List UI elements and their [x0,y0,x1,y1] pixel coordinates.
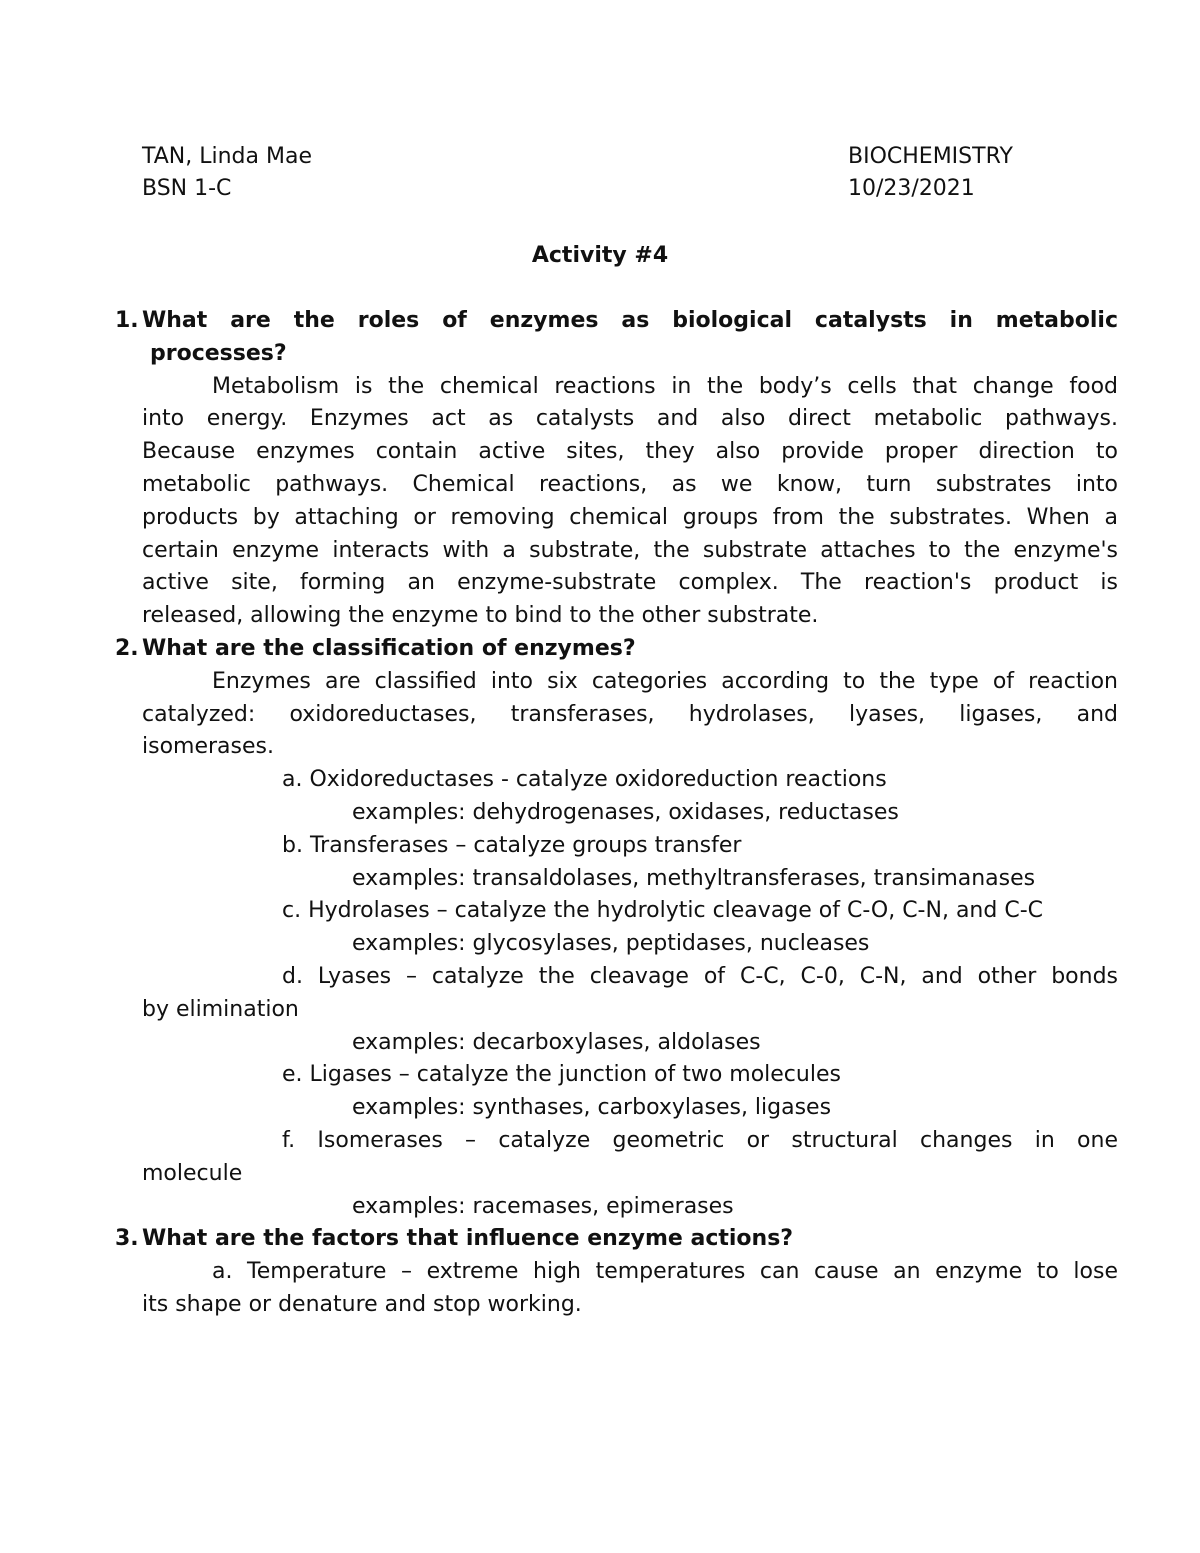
list-item: e. Ligases – catalyze the junction of two molecules [282,1062,841,1088]
list-item: c. Hydrolases – catalyze the hydrolytic cleavage of C-O, C-N, and C-C [282,898,1043,924]
list-item-examples: examples: glycosylases, peptidases, nucleases [352,931,870,957]
list-item: b. Transferases – catalyze groups transfer [282,832,742,858]
activity-title: Activity #4 [531,243,669,268]
answer-line: into energy. Enzymes act as catalysts and also direct metabolic pathways. [142,406,1118,432]
question-text: What are the roles of enzymes as biological catalysts in metabolic [142,308,1118,333]
question-1-cont [0,338,1200,371]
date: 10/23/2021 [848,176,975,201]
answer-line: isomerases. [142,734,274,760]
question-1 [0,305,1200,338]
question-3 [0,1223,1200,1256]
student-info [142,141,312,205]
answer-line: its shape or denature and stop working. [142,1291,582,1317]
list-item: d. Lyases – catalyze the cleavage of C-C, C-0, C-N, and other bonds [282,963,1118,989]
question-number: 3. [115,1226,139,1252]
question-2 [0,633,1200,666]
question-number: 1. [115,308,139,333]
course-info [848,141,1013,205]
list-item-examples: examples: racemases, epimerases [352,1193,734,1219]
subject: BIOCHEMISTRY [848,144,1013,169]
question-text: What are the classification of enzymes? [142,635,636,661]
answer-line: Metabolism is the chemical reactions in the body’s cells that change food [212,373,1118,399]
list-item-examples: examples: synthases, carboxylases, ligases [352,1095,832,1121]
question-text: processes? [150,340,287,366]
list-item-examples: examples: transaldolases, methyltransferases, transimanases [352,865,1036,891]
answer-line: Enzymes are classified into six categories according to the type of reaction [212,668,1118,694]
question-text: What are the factors that influence enzyme actions? [142,1226,794,1252]
student-name: TAN, Linda Mae [142,144,312,169]
list-item: a. Oxidoreductases - catalyze oxidoreduction reactions [282,767,887,793]
list-item-cont: by elimination [142,996,299,1022]
question-number: 2. [115,635,139,661]
answer-line: active site, forming an enzyme-substrate complex. The reaction's product is [142,570,1118,596]
list-item-examples: examples: dehydrogenases, oxidases, reductases [352,799,899,825]
list-item-examples: examples: decarboxylases, aldolases [352,1029,761,1055]
student-section: BSN 1-C [142,176,232,201]
answer-line: certain enzyme interacts with a substrate, the substrate attaches to the enzyme's [142,537,1118,563]
answer-line: a. Temperature – extreme high temperatures can cause an enzyme to lose [212,1259,1118,1285]
answer-line: Because enzymes contain active sites, they also provide proper direction to [142,439,1118,465]
answer-line: products by attaching or removing chemical groups from the substrates. When a [142,504,1118,530]
list-item: f. Isomerases – catalyze geometric or structural changes in one [282,1127,1118,1153]
answer-line: catalyzed: oxidoreductases, transferases, hydrolases, lyases, ligases, and [142,701,1118,727]
answer-line: released, allowing the enzyme to bind to the other substrate. [142,603,819,629]
list-item-cont: molecule [142,1160,243,1186]
document-body [0,305,1200,1322]
answer-line: metabolic pathways. Chemical reactions, as we know, turn substrates into [142,471,1118,497]
